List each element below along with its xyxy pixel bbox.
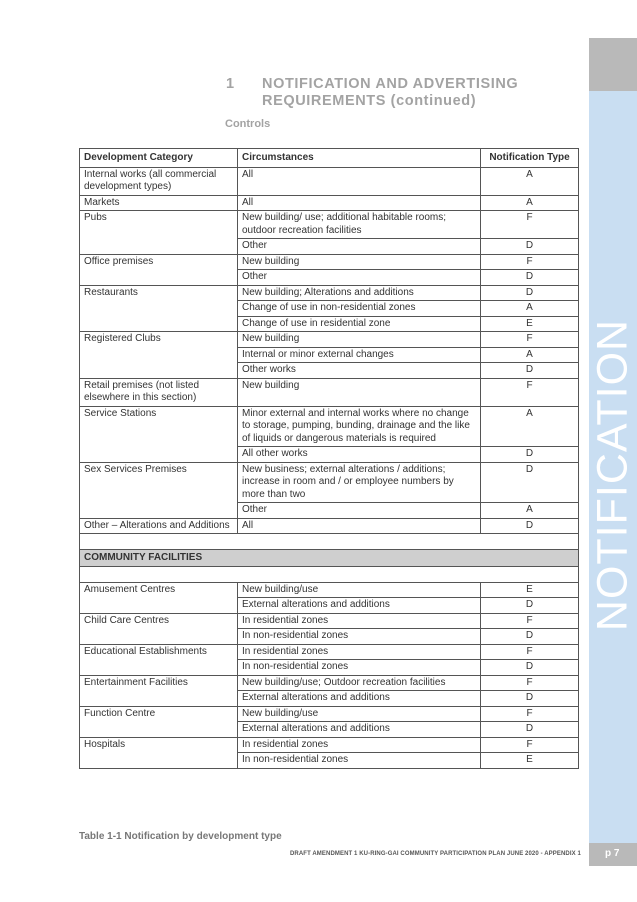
notification-type-cell: D: [481, 363, 579, 379]
table-row: [80, 582, 579, 598]
notification-type-cell: F: [481, 211, 579, 239]
table-row: [80, 644, 579, 660]
table-row: [80, 378, 579, 406]
category-cell: Office premises: [80, 254, 238, 285]
notification-type-cell: D: [481, 722, 579, 738]
notification-type-cell: A: [481, 406, 579, 447]
circumstance-cell: External alterations and additions: [238, 691, 481, 707]
notification-type-cell: F: [481, 737, 579, 753]
table-row: [80, 195, 579, 211]
notification-type-cell: D: [481, 239, 579, 255]
category-cell: Service Stations: [80, 406, 238, 462]
circumstance-cell: In residential zones: [238, 613, 481, 629]
circumstance-cell: New building: [238, 332, 481, 348]
notification-type-cell: D: [481, 462, 579, 503]
circumstance-cell: All: [238, 195, 481, 211]
table-body-community: [80, 582, 579, 768]
circumstance-cell: In residential zones: [238, 737, 481, 753]
column-header: Development Category: [80, 149, 238, 168]
notification-type-cell: D: [481, 447, 579, 463]
circumstance-cell: New building/use; Outdoor recreation facilities: [238, 675, 481, 691]
table-row: [80, 462, 579, 503]
category-cell: Sex Services Premises: [80, 462, 238, 518]
circumstance-cell: New building: [238, 378, 481, 406]
category-cell: Hospitals: [80, 737, 238, 768]
notification-type-cell: E: [481, 316, 579, 332]
circumstance-cell: External alterations and additions: [238, 722, 481, 738]
category-cell: Educational Establishments: [80, 644, 238, 675]
notification-type-cell: A: [481, 301, 579, 317]
circumstance-cell: New business; external alterations / additions; increase in room and / or employee numbers by more than two: [238, 462, 481, 503]
table-row: [80, 167, 579, 195]
notification-type-cell: D: [481, 660, 579, 676]
table-row: [80, 518, 579, 534]
notification-type-cell: F: [481, 613, 579, 629]
circumstance-cell: In non-residential zones: [238, 660, 481, 676]
column-header: Notification Type: [481, 149, 579, 168]
table-row: [80, 254, 579, 270]
category-cell: Child Care Centres: [80, 613, 238, 644]
spacer-row: [80, 534, 579, 550]
circumstance-cell: Internal or minor external changes: [238, 347, 481, 363]
notification-type-cell: F: [481, 706, 579, 722]
page-footer: DRAFT AMENDMENT 1 KU-RING-GAI COMMUNITY PARTICIPATION PLAN JUNE 2020 - APPENDIX 1: [290, 851, 581, 857]
section-title: COMMUNITY FACILITIES: [80, 550, 579, 567]
section-title-line1: NOTIFICATION AND ADVERTISING: [262, 76, 519, 92]
notification-type-cell: D: [481, 691, 579, 707]
column-header: Circumstances: [238, 149, 481, 168]
category-cell: Other – Alterations and Additions: [80, 518, 238, 534]
notification-type-cell: D: [481, 598, 579, 614]
circumstance-cell: External alterations and additions: [238, 598, 481, 614]
notification-type-cell: F: [481, 644, 579, 660]
circumstance-cell: New building/use: [238, 706, 481, 722]
side-tab-top: [589, 38, 637, 91]
circumstance-cell: All other works: [238, 447, 481, 463]
notification-type-cell: D: [481, 629, 579, 645]
circumstance-cell: Change of use in non-residential zones: [238, 301, 481, 317]
circumstance-cell: In non-residential zones: [238, 753, 481, 769]
circumstance-cell: New building; Alterations and additions: [238, 285, 481, 301]
circumstance-cell: Minor external and internal works where no change to storage, pumping, bunding, drainage and the like of liquids or dangerous materials is required: [238, 406, 481, 447]
table-row: [80, 332, 579, 348]
category-cell: Pubs: [80, 211, 238, 255]
notification-type-cell: F: [481, 675, 579, 691]
table-row: [80, 613, 579, 629]
notification-type-cell: F: [481, 254, 579, 270]
notification-type-cell: F: [481, 378, 579, 406]
circumstance-cell: All: [238, 167, 481, 195]
table-row: [80, 675, 579, 691]
circumstance-cell: Change of use in residential zone: [238, 316, 481, 332]
notification-type-cell: A: [481, 195, 579, 211]
table-header-row: [80, 149, 579, 168]
table-body-commercial: [80, 167, 579, 534]
circumstance-cell: In non-residential zones: [238, 629, 481, 645]
category-cell: Registered Clubs: [80, 332, 238, 379]
category-cell: Amusement Centres: [80, 582, 238, 613]
notification-type-cell: E: [481, 753, 579, 769]
circumstance-cell: Other: [238, 270, 481, 286]
circumstance-cell: New building/ use; additional habitable rooms; outdoor recreation facilities: [238, 211, 481, 239]
page-number: p 7: [605, 848, 620, 859]
circumstance-cell: Other works: [238, 363, 481, 379]
category-cell: Retail premises (not listed elsewhere in this section): [80, 378, 238, 406]
notification-type-cell: A: [481, 167, 579, 195]
spacer-row: [80, 566, 579, 582]
notification-type-cell: D: [481, 518, 579, 534]
table-row: [80, 285, 579, 301]
section-title-line2: REQUIREMENTS (continued): [262, 93, 477, 109]
notification-table: [79, 148, 579, 769]
category-cell: Function Centre: [80, 706, 238, 737]
category-cell: Internal works (all commercial development types): [80, 167, 238, 195]
table-row: [80, 737, 579, 753]
table-section: [80, 534, 579, 583]
notification-type-cell: A: [481, 347, 579, 363]
notification-type-cell: D: [481, 285, 579, 301]
table-caption: Table 1-1 Notification by development type: [79, 831, 282, 842]
section-number: 1: [226, 76, 235, 92]
circumstance-cell: New building: [238, 254, 481, 270]
circumstance-cell: New building/use: [238, 582, 481, 598]
circumstance-cell: Other: [238, 239, 481, 255]
subheading: Controls: [225, 118, 271, 130]
table-row: [80, 406, 579, 447]
notification-type-cell: F: [481, 332, 579, 348]
category-cell: Entertainment Facilities: [80, 675, 238, 706]
side-label: NOTIFICATION: [588, 318, 637, 632]
table-row: [80, 706, 579, 722]
notification-type-cell: E: [481, 582, 579, 598]
section-row: [80, 550, 579, 567]
notification-type-cell: A: [481, 503, 579, 519]
circumstance-cell: Other: [238, 503, 481, 519]
circumstance-cell: In residential zones: [238, 644, 481, 660]
category-cell: Restaurants: [80, 285, 238, 332]
circumstance-cell: All: [238, 518, 481, 534]
notification-type-cell: D: [481, 270, 579, 286]
table-row: [80, 211, 579, 239]
category-cell: Markets: [80, 195, 238, 211]
